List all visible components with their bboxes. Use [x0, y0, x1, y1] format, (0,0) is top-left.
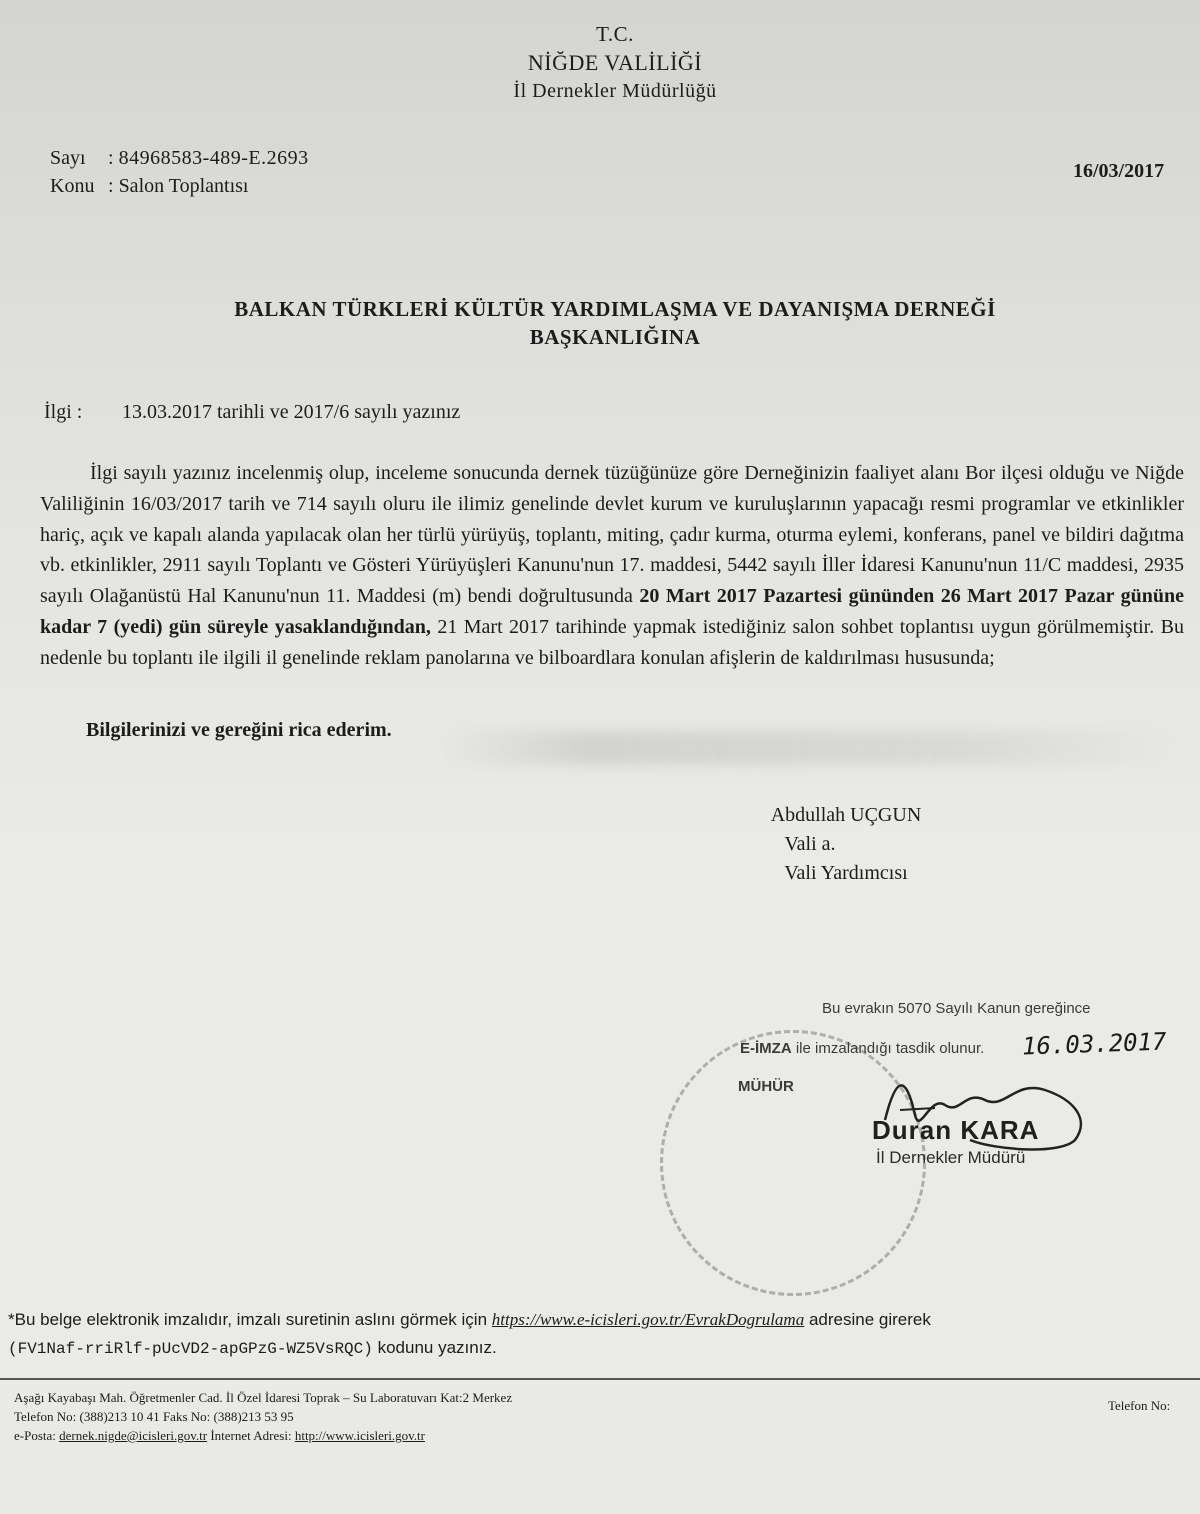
sayi-value: 84968583-489-E.2693	[118, 147, 309, 169]
header-country: T.C.	[596, 22, 634, 46]
certifier-title: İl Dernekler Müdürü	[876, 1148, 1026, 1167]
footer-divider	[0, 1378, 1200, 1380]
tel-value: (388)213 10 41	[79, 1409, 160, 1424]
note-text1: *Bu belge elektronik imzalıdır, imzalı suretinin aslını görmek için	[8, 1310, 488, 1329]
konu-label: Konu	[50, 175, 95, 197]
konu-line: Konu : Salon Toplantısı	[50, 175, 249, 197]
redacted-blur	[440, 731, 1180, 765]
e-imza-label: E-İMZA	[740, 1040, 792, 1057]
email-label: e-Posta:	[14, 1428, 56, 1443]
verification-code: (FV1Naf-rriRlf-pUcVD2-apGPzG-WZ5VsRQC)	[8, 1340, 373, 1358]
footer-address: Aşağı Kayabaşı Mah. Öğretmenler Cad. İl Özel İdaresi Toprak – Su Laboratuvarı Kat:2 Merkez	[14, 1390, 513, 1405]
letter-body	[40, 458, 1184, 674]
handwritten-date: 16.03.2017	[1021, 1027, 1167, 1061]
verification-note	[8, 1306, 1188, 1363]
sayi-line: Sayı : 84968583-489-E.2693	[50, 147, 309, 169]
signatory-title: Vali Yardımcısı	[784, 862, 908, 884]
document-date: 16/03/2017	[1073, 160, 1165, 182]
footer-right-phone: Telefon No:	[1108, 1398, 1171, 1413]
reference-label: İlgi :	[44, 401, 83, 423]
sayi-label: Sayı	[50, 147, 86, 169]
web-label: İnternet Adresi:	[210, 1428, 292, 1443]
certification-line1: Bu evrakın 5070 Sayılı Kanun gereğince	[822, 1000, 1091, 1017]
footer-contact	[14, 1388, 512, 1445]
signatory-role: Vali a.	[784, 833, 836, 855]
closing-line: Bilgilerinizi ve gereğini rica ederim.	[86, 719, 392, 741]
tel-label: Telefon No:	[14, 1409, 77, 1424]
fax-value: (388)213 53 95	[213, 1409, 294, 1424]
note-text2: adresine girerek	[808, 1310, 931, 1329]
email-link[interactable]: dernek.nigde@icisleri.gov.tr	[59, 1428, 208, 1443]
addressee-line1: BALKAN TÜRKLERİ KÜLTÜR YARDIMLAŞMA VE DAYANIŞMA DERNEĞİ	[234, 297, 996, 321]
footer-email-web	[14, 1426, 512, 1445]
certifier-name: Duran KARA	[872, 1115, 1040, 1145]
certification-line2	[740, 1040, 984, 1057]
body-text-part1: İlgi sayılı yazınız incelenmiş olup, inceleme sonucunda dernek tüzüğünüze göre Derneğinizin faaliyet alanı Bor ilçesi olduğu ve Niğde Valiliğinin 16/03/2017 tarih ve 714 sayılı oluru ile ilimiz genelinde devlet kurum ve kuruluşlarının yapacağı resmi programlar ve etkinlikler hariç, açık ve kapalı alanda yapılacak olan her türlü yürüyüş, toplantı, miting, çadır kurma, oturma eylemi, konferans, panel ve bildiri dağıtma vb. etkinlikler, 2911 sayılı Toplantı ve Gösteri Yürüyüşleri Kanunu'nun 17. maddesi, 5442 sayılı İller İdaresi Kanunu'nun 11/C maddesi, 2935 sayılı Olağanüstü Hal Kanunu'nun 11. Maddesi (m) bendi doğrultusunda	[40, 462, 1184, 608]
footer-phone-fax	[14, 1407, 512, 1426]
body-text-bold: 20 Mart 2017 Pazartesi gününden 26 Mart 2017 Pazar gününe kadar 7 (yedi) gün süreyle yasaklandığından,	[40, 585, 1184, 638]
body-paragraph	[40, 458, 1184, 674]
header-authority: NİĞDE VALİLİĞİ	[527, 50, 703, 75]
reference-line	[44, 401, 460, 424]
web-link[interactable]: http://www.icisleri.gov.tr	[294, 1428, 425, 1443]
konu-value: Salon Toplantısı	[118, 175, 249, 197]
signatory-name: Abdullah UÇGUN	[770, 804, 922, 826]
verification-link[interactable]: https://www.e-icisleri.gov.tr/EvrakDogrulama	[491, 1310, 805, 1329]
fax-label: Faks No:	[162, 1409, 211, 1424]
note-text3: kodunu yazınız.	[377, 1338, 497, 1357]
certification-text: ile imzalandığı tasdik olunur.	[795, 1040, 985, 1057]
addressee-line2: BAŞKANLIĞINA	[529, 325, 701, 349]
body-text-part2: 21 Mart 2017 tarihinde yapmak istediğiniz salon sohbet toplantısı uygun görülmemiştir. Bu nedenle bu toplantı ile ilgili il genelinde reklam panolarına ve bilboardlara konulan afişlerin de kaldırılması hususunda;	[40, 615, 1184, 669]
seal-label: MÜHÜR	[738, 1078, 794, 1095]
header-department: İl Dernekler Müdürlüğü	[513, 80, 717, 102]
reference-text: 13.03.2017 tarihli ve 2017/6 sayılı yazınız	[122, 401, 461, 423]
